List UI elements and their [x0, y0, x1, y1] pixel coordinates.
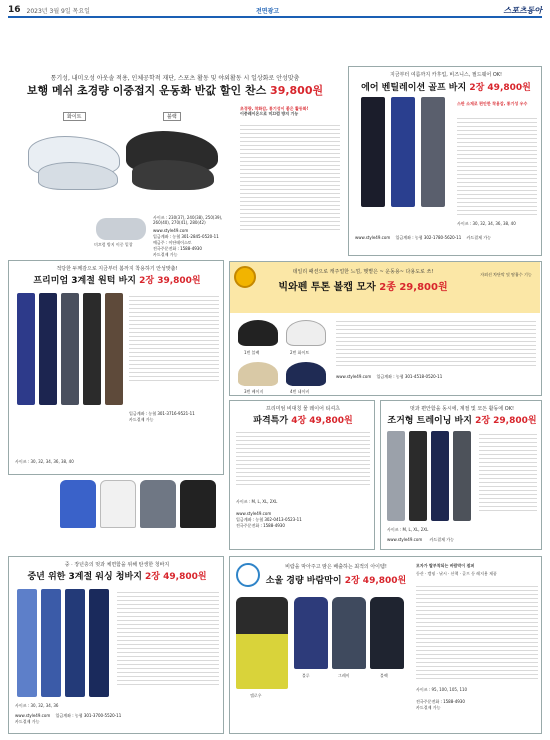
jogger-order	[387, 537, 539, 543]
jacket-black-image	[370, 597, 404, 669]
jeans-dark-image	[65, 589, 85, 697]
tees-account: 입금계좌 : 농협 302-0413-0523-11	[236, 517, 302, 522]
tuck-pant-2	[39, 293, 57, 405]
tee-gray-image	[140, 480, 176, 528]
shoe-sub1: 초경량, 착화감, 통기성이 좋은 활동화!	[240, 106, 309, 111]
tee-black-image	[180, 480, 216, 528]
golf-pant-black	[361, 97, 385, 207]
jeans-navy-image	[89, 589, 109, 697]
sole-caption: 미끄럼 방지 이중 밑창	[94, 242, 133, 247]
ad-tuck-title	[9, 273, 225, 286]
jeans-body-text	[117, 589, 219, 685]
ad-jeans-title-text: 중년 위한 3계절 워싱 청바지	[27, 572, 142, 582]
ad-tuck-price: 2장 39,800원	[139, 276, 201, 286]
ad-wind-title-text: 소울 경량 바람막이	[265, 576, 342, 586]
caps-brand: www.style49.com	[336, 374, 372, 379]
ad-jogger-tagline: 멋과 편안함을 동시에, 계절 및 모든 활동에 OK!	[409, 406, 515, 412]
ad-tuck-pants	[8, 260, 224, 475]
ad-tees-title-text: 파격특가	[253, 416, 289, 426]
shoe-body-text	[240, 122, 340, 232]
ad-shoes-tagline: 통기성, 내미오성 아웃솔 적용, 인체공학적 재단, 스포츠 활동 및 야외활동 시 일상화로 안성맞춤	[50, 75, 300, 82]
shoe-sub2: 이중레이온으로 미끄럼 방지 기능	[240, 111, 299, 116]
cap-navy-image	[286, 362, 326, 386]
jogger-charcoal-image	[453, 431, 471, 521]
ad-golf-pants	[348, 66, 542, 256]
jeans-card: 카드결제 가능	[15, 719, 40, 724]
ad-caps-title-text: 빅와펜 투톤 볼캡 모자	[278, 282, 376, 293]
caps-body-text	[336, 318, 536, 368]
jacket-blue-image	[294, 597, 328, 669]
ad-tuck-title-text: 프리미엄 3계절 원턱 바지	[33, 276, 136, 286]
jogger-sizes: 사이즈 : M, L, XL, 2XL	[387, 527, 429, 532]
tuck-sizes: 사이즈 : 30, 32, 34, 36, 38, 40	[15, 459, 74, 464]
tuck-pant-3	[61, 293, 79, 405]
shoe-depositor: 예금주 : 이단테이스토	[153, 240, 192, 245]
jeans-mid-image	[41, 589, 61, 697]
ad-shoes-price: 39,800원	[270, 84, 324, 97]
jeans-sizes: 사이즈 : 30, 32, 34, 36	[15, 703, 59, 708]
ad-jogger-title-text: 조거형 트레이닝 바지	[387, 416, 472, 426]
cap-white-image	[286, 320, 326, 346]
ad-jeans-price: 2장 49,800원	[145, 572, 207, 582]
label-black: 블랙	[163, 112, 181, 121]
jogger-navy-image	[431, 431, 449, 521]
caps-uv-badge: 자외선 차단막 및 땀흡수 기능	[480, 272, 532, 277]
jacket-label-4: 블랙	[380, 673, 388, 678]
ad-tees-price: 4장 49,800원	[291, 416, 353, 426]
cap-label-4: 4번 네이비	[290, 389, 310, 394]
jogger-card: 카드결제 가능	[429, 537, 454, 542]
tuck-pant-1	[17, 293, 35, 405]
cap-beige-image	[238, 362, 278, 386]
ad-golf-price: 2장 49,800원	[469, 83, 531, 93]
cap-black-image	[238, 320, 278, 346]
shoe-brand: www.style49.com	[153, 228, 189, 233]
jacket-label-1: 옐로우	[250, 693, 262, 698]
caps-badge	[234, 266, 256, 288]
jeans-brand: www.style49.com	[15, 713, 51, 718]
wind-sizes: 사이즈 : 95, 100, 105, 110	[416, 687, 468, 692]
caps-account: 입금계좌 : 농협 301-4518-0520-11	[376, 374, 443, 379]
shoe-order	[153, 228, 233, 258]
caps-order	[336, 374, 536, 380]
ad-caps-title	[258, 278, 468, 293]
tees-body-text	[236, 429, 370, 487]
tuck-order	[129, 411, 219, 423]
ad-shoes-title	[8, 82, 342, 98]
jogger-brand: www.style49.com	[387, 537, 423, 542]
ad-windbreaker	[229, 556, 542, 734]
ad-wind-tagline: 비람을 막아주고 땀은 배출하는 최적의 아이템!	[285, 564, 387, 570]
page-number: 16	[8, 5, 21, 15]
golf-pant-gray	[421, 97, 445, 207]
tuck-pant-5	[105, 293, 123, 405]
ad-caps-tagline: 데일리 패션으로 캐주얼한 느낌, 햇볕은 ~ 운동용~ 다용도로 쓰!	[292, 269, 434, 275]
section-label: 전면광고	[256, 7, 280, 15]
wind-order	[416, 699, 538, 711]
jeans-account: 입금계좌 : 농협 301-3700-5520-11	[55, 713, 122, 718]
tuck-pant-4	[83, 293, 101, 405]
jacket-label-2: 블루	[302, 673, 310, 678]
ad-golf-title	[349, 80, 543, 93]
tees-image-area	[60, 480, 224, 552]
issue-date: 2023년 3월 9일 목요일	[26, 7, 90, 15]
ad-golf-tagline: 지금부터 여름까지 카후업, 비즈니스, 필드웨어 OK!	[389, 72, 503, 78]
wind-body-text	[416, 583, 538, 681]
wind-card: 카드결제 가능	[416, 705, 441, 710]
cap-label-3: 3번 베이지	[244, 389, 264, 394]
ad-shoes	[8, 70, 342, 257]
golf-pant-navy	[391, 97, 415, 207]
tees-brand: www.style49.com	[236, 511, 272, 516]
tuck-card: 카드결제 가능	[129, 417, 154, 422]
jacket-label-3: 그레이	[338, 673, 350, 678]
newspaper-logo: 스포츠동아	[503, 5, 542, 15]
shoe-image-area	[28, 106, 218, 216]
jeans-light-image	[17, 589, 37, 697]
ad-caps-price: 2종 29,800원	[379, 282, 448, 293]
tee-white-image	[100, 480, 136, 528]
tuck-body-text	[129, 293, 219, 383]
wind-right-sub: 등산 · 캠핑 · 낚시 · 산책 · 골프 등 레저용 제품	[416, 571, 497, 576]
jogger-body-text	[479, 431, 537, 511]
tuck-account: 입금계좌 : 농협 301-3716-9521-11	[129, 411, 195, 416]
jogger-black-image	[409, 431, 427, 521]
wind-right-tag: 모자가 탈부착되는 바람막이 점퍼	[416, 563, 475, 568]
jacket-yellow-image	[236, 597, 288, 689]
shoe-card: 카드결제 가능	[153, 252, 178, 257]
page-header	[8, 4, 542, 18]
ad-wind-title	[262, 573, 410, 586]
ad-jeans	[8, 556, 224, 734]
golf-account: 입금계좌 : 농협 302-1780-5620-11	[395, 235, 462, 240]
ad-jeans-title	[9, 569, 225, 582]
ad-caps	[229, 261, 542, 396]
label-white: 화이트	[63, 112, 86, 121]
tee-blue-image	[60, 480, 96, 528]
ad-shoes-title-text: 보행 메쉬 초경량 이중접지 운동화 반값 할인 찬스	[26, 84, 267, 97]
golf-sub: 스판 소재로 편안한 착용감, 통기성 우수	[457, 101, 528, 106]
cap-label-1: 1번 블랙	[244, 350, 260, 355]
tees-order	[236, 511, 372, 529]
tees-sizes: 사이즈 : M, L, XL, 2XL	[236, 499, 278, 504]
golf-body-text	[457, 115, 537, 215]
jacket-gray-image	[332, 597, 366, 669]
ad-tees-tagline: 프리미엄 비대칭 물 레이어 티셔츠	[266, 406, 340, 412]
cap-label-2: 2번 화이트	[290, 350, 310, 355]
ad-tuck-tagline: 적당한 두께감으로 지금부터 봄까지 착용하기 안성맞춤!	[56, 266, 178, 272]
golf-card: 카드결제 가능	[466, 235, 492, 240]
ad-layer-tees	[229, 400, 375, 550]
jeans-order	[15, 713, 221, 725]
ad-tees-title	[230, 413, 376, 426]
ad-jogger-pants	[380, 400, 542, 550]
golf-sizes: 사이즈 : 30, 32, 34, 36, 38, 40	[457, 221, 516, 226]
wind-phone: 전국주문전화 : 1588-4930	[416, 699, 465, 704]
sole-image	[96, 218, 146, 240]
golf-brand: www.style49.com	[355, 235, 391, 240]
ad-wind-price: 2장 49,800원	[344, 576, 407, 586]
tees-phone: 전국주문전화 : 1588-4930	[236, 523, 285, 528]
ad-golf-title-text: 에어 벤틸레이션 골프 바지	[361, 83, 467, 93]
shoe-phone: 전국주문전화 : 1588-4930	[153, 246, 202, 251]
jogger-gray-image	[387, 431, 405, 521]
windbreaker-logo-badge	[236, 563, 260, 587]
ad-jogger-title	[381, 413, 543, 426]
shoe-account: 입금계좌 : 농협 301-2845-0520-11	[153, 234, 219, 239]
ad-jogger-price: 2장 29,800원	[475, 416, 537, 426]
shoe-sizes: 사이즈 : 230(37), 240(38), 250(39), 260(40), 270(41), 280(42)	[153, 215, 223, 225]
shoe-desc	[240, 106, 340, 232]
golf-order	[355, 235, 537, 241]
ad-jeans-tagline: 중 · 장년층의 멋과 체면함을 위해 탄생한 청바지	[64, 562, 170, 568]
